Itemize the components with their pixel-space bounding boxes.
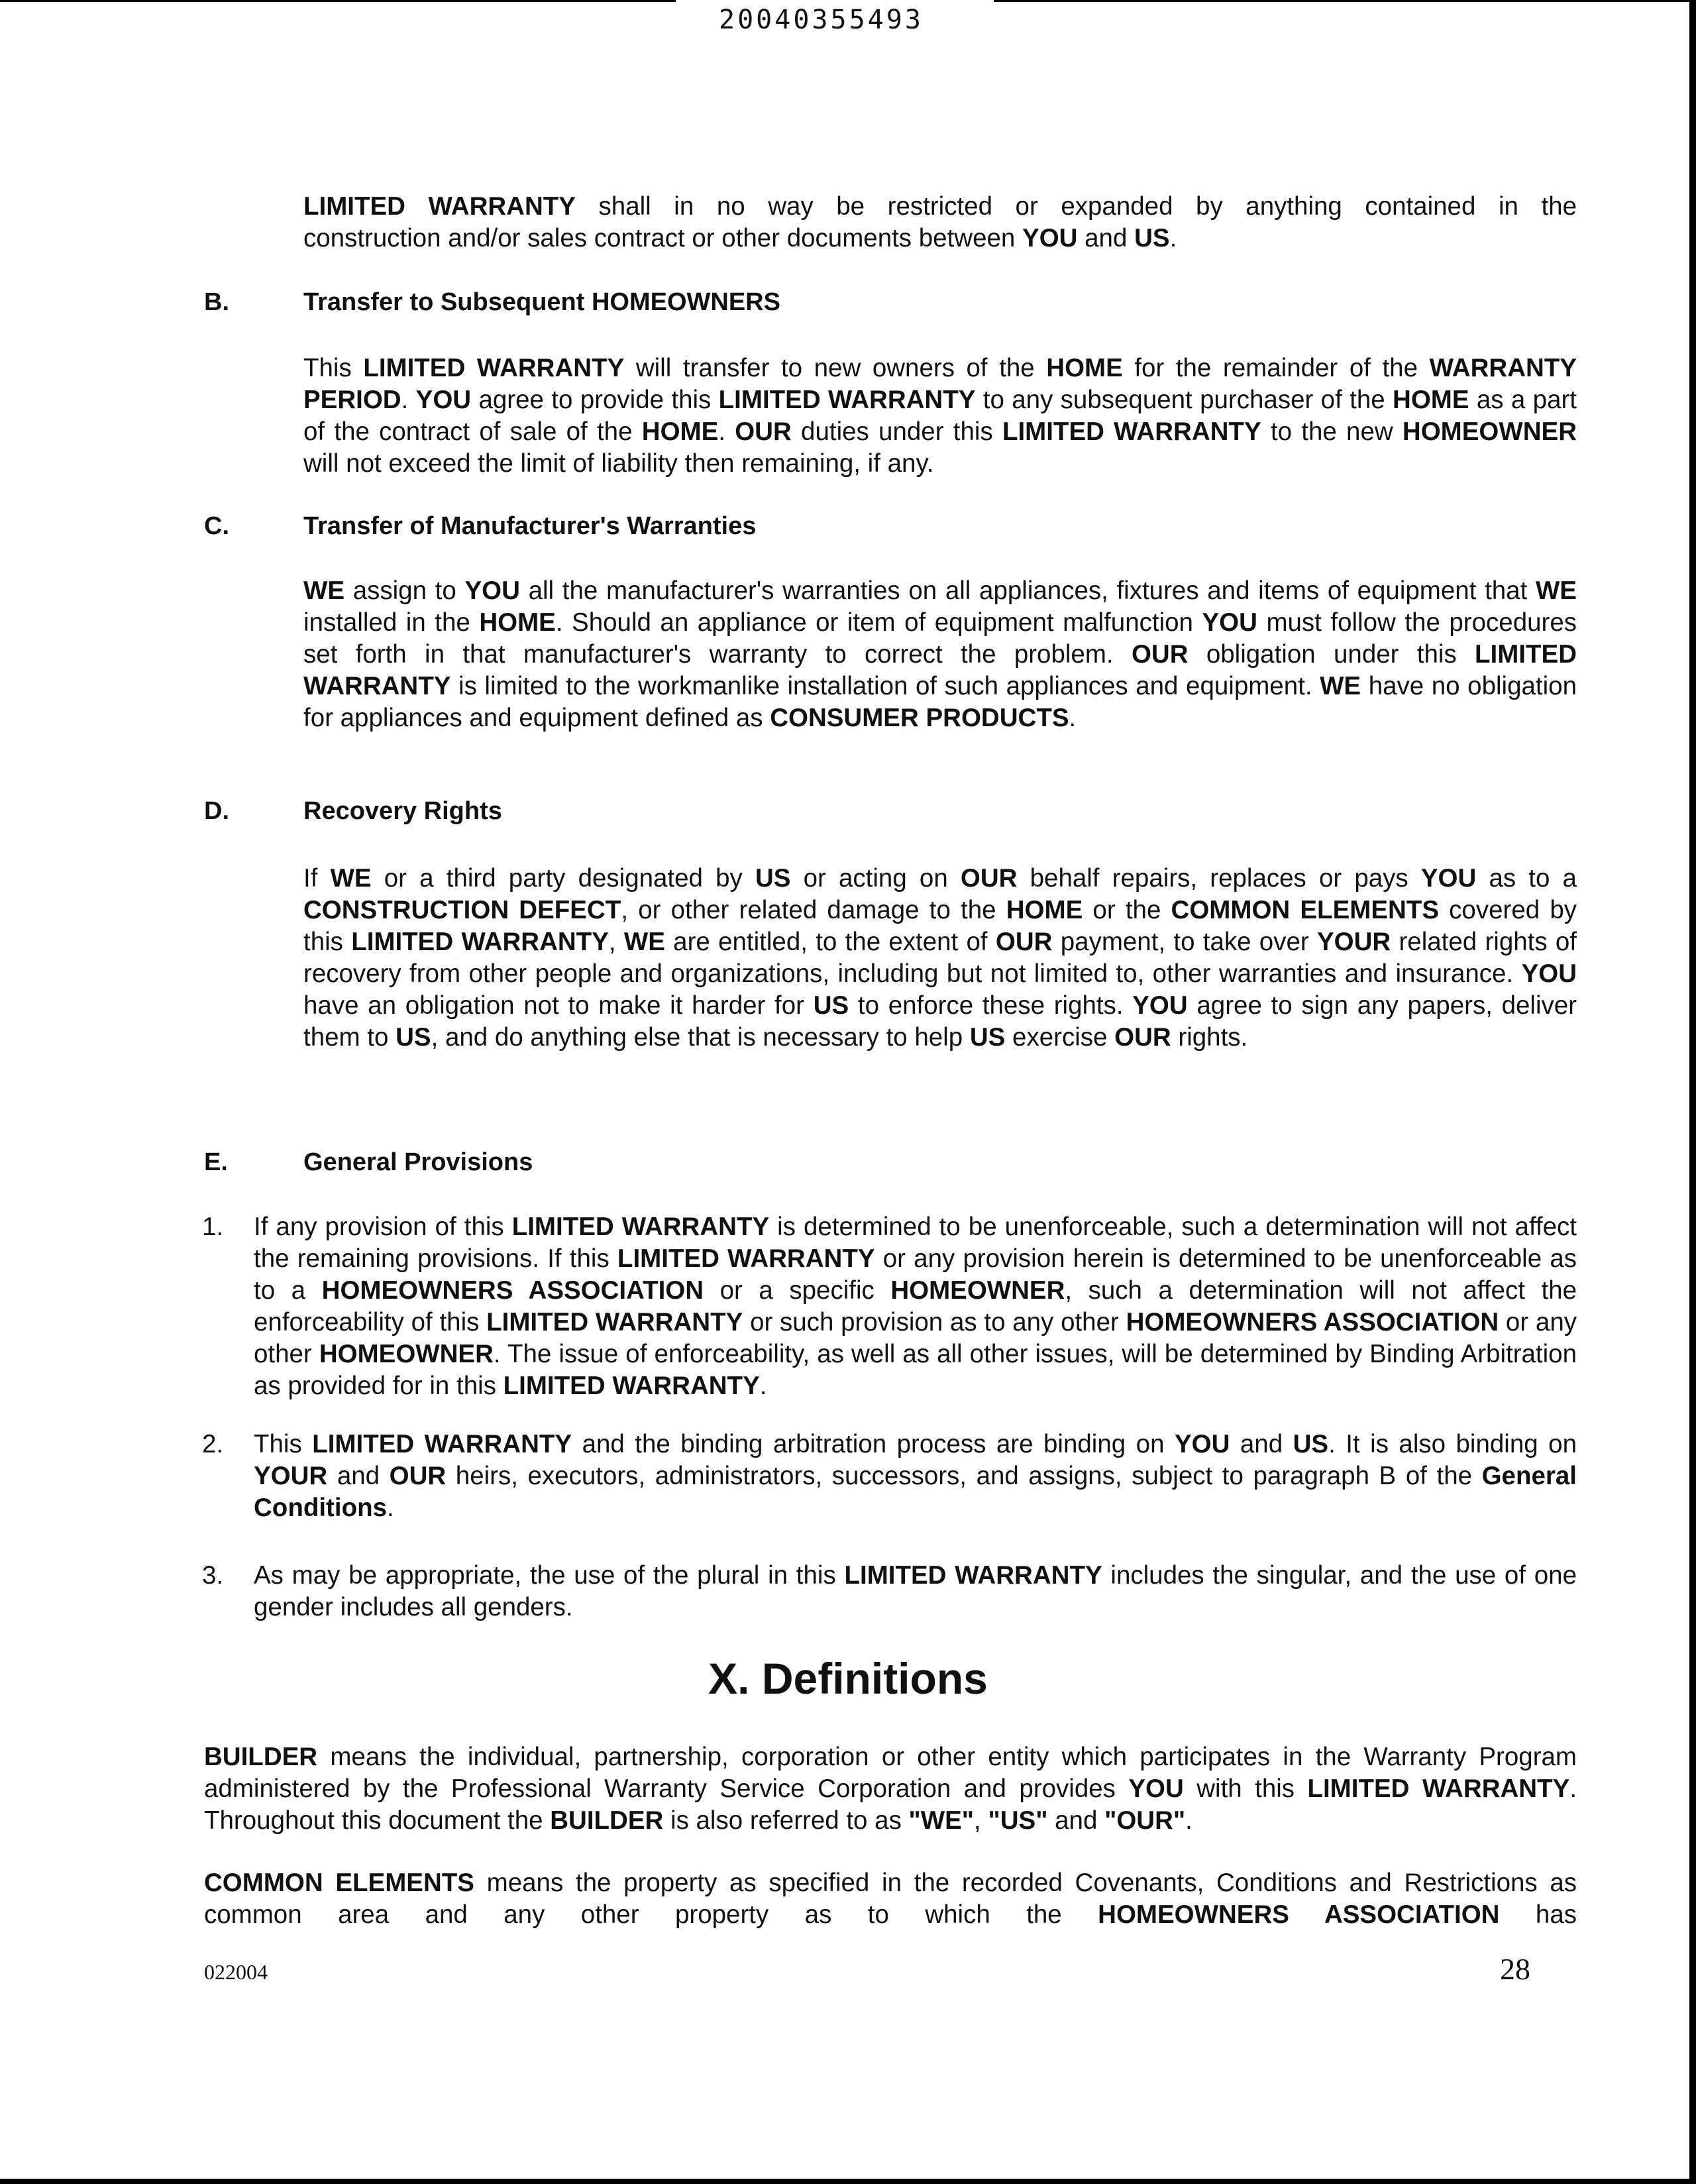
provision-2-number: 2. bbox=[202, 1430, 224, 1458]
definitions-heading: X. Definitions bbox=[708, 1654, 988, 1703]
page-edge-bottom bbox=[0, 2179, 1696, 2184]
section-b-title: Transfer to Subsequent HOMEOWNERS bbox=[303, 288, 780, 316]
provision-3-number: 3. bbox=[202, 1561, 224, 1590]
intro-line-1: LIMITED WARRANTY shall in no way be restricted or expanded by anything contained in the bbox=[303, 192, 1577, 221]
intro-paragraph bbox=[303, 191, 1577, 254]
section-e-letter: E. bbox=[204, 1148, 228, 1176]
provision-1-number: 1. bbox=[202, 1213, 224, 1241]
intro-line-2: construction and/or sales contract or other documents between YOU and US. bbox=[303, 224, 1177, 252]
top-rule-left bbox=[0, 0, 676, 2]
top-rule-right bbox=[994, 0, 1696, 2]
section-e-title: General Provisions bbox=[303, 1148, 533, 1176]
section-c-text: WE assign to YOU all the manufacturer's warranties on all appliances, fixtures and items of equipment that WE installed in the HOME. Should an appliance or item of equipment malfunction YOU must follow the procedures set forth in that manufacturer's warranty to correct the problem. OUR obligation under this LIMITED WARRANTY is limited to the workmanlike installation of such appliances and equipment. WE have no obligation for appliances and equipment defined as CONSUMER PRODUCTS. bbox=[303, 576, 1577, 732]
page-number: 28 bbox=[1500, 1952, 1530, 1986]
section-d-letter: D. bbox=[204, 797, 229, 825]
page-edge-right bbox=[1689, 0, 1696, 2184]
section-d-text: If WE or a third party designated by US or acting on OUR behalf repairs, replaces or pays YOU as to a CONSTRUCTION DEFECT, or other related damage to the HOME or the COMMON ELEMENTS covered by this LIMITED WARRANTY, WE are entitled, to the extent of OUR payment, to take over YOUR related rights of recovery from other people and organizations, including but not limited to, other warranties and insurance. YOU have an obligation not to make it harder for US to enforce these rights. YOU agree to sign any papers, deliver them to US, and do anything else that is necessary to help US exercise OUR rights. bbox=[303, 864, 1577, 1052]
footer-form-code: 022004 bbox=[204, 1960, 268, 1984]
provision-3-text: As may be appropriate, the use of the plural in this LIMITED WARRANTY includes the singular, and the use of one gender includes all genders. bbox=[254, 1561, 1577, 1621]
provision-2-text: This LIMITED WARRANTY and the binding arbitration process are binding on YOU and US. It is also binding on YOUR and OUR heirs, executors, administrators, successors, and assigns, subject to paragraph B of the General Conditions. bbox=[254, 1430, 1577, 1522]
definition-builder: BUILDER means the individual, partnership, corporation or other entity which participates in the Warranty Program administered by the Professional Warranty Service Corporation and provides YOU with this LIMITED WARRANTY. Throughout this document the BUILDER is also referred to as "WE", "US" and "OUR". bbox=[204, 1743, 1577, 1835]
provision-1-text: If any provision of this LIMITED WARRANTY is determined to be unenforceable, such a determination will not affect the remaining provisions. If this LIMITED WARRANTY or any provision herein is determined to be unenforceable as to a HOMEOWNERS ASSOCIATION or a specific HOMEOWNER, such a determination will not affect the enforceability of this LIMITED WARRANTY or such provision as to any other HOMEOWNERS ASSOCIATION or any other HOMEOWNER. The issue of enforceability, as well as all other issues, will be determined by Binding Arbitration as provided for in this LIMITED WARRANTY. bbox=[254, 1213, 1577, 1400]
definition-common-elements: COMMON ELEMENTS means the property as specified in the recorded Covenants, Conditions and Restrictions as common area and any other property as to which the HOMEOWNERS ASSOCIATION has bbox=[204, 1869, 1577, 1929]
section-c-letter: C. bbox=[204, 512, 229, 540]
section-b-letter: B. bbox=[204, 288, 229, 316]
section-c-title: Transfer of Manufacturer's Warranties bbox=[303, 512, 757, 540]
section-d-title: Recovery Rights bbox=[303, 797, 502, 825]
document-number: 20040355493 bbox=[719, 5, 924, 35]
section-b-text: This LIMITED WARRANTY will transfer to new owners of the HOME for the remainder of the WARRANTY PERIOD. YOU agree to provide this LIMITED WARRANTY to any subsequent purchaser of the HOME as a part of the contract of sale of the HOME. OUR duties under this LIMITED WARRANTY to the new HOMEOWNER will not exceed the limit of liability then remaining, if any. bbox=[303, 354, 1577, 478]
